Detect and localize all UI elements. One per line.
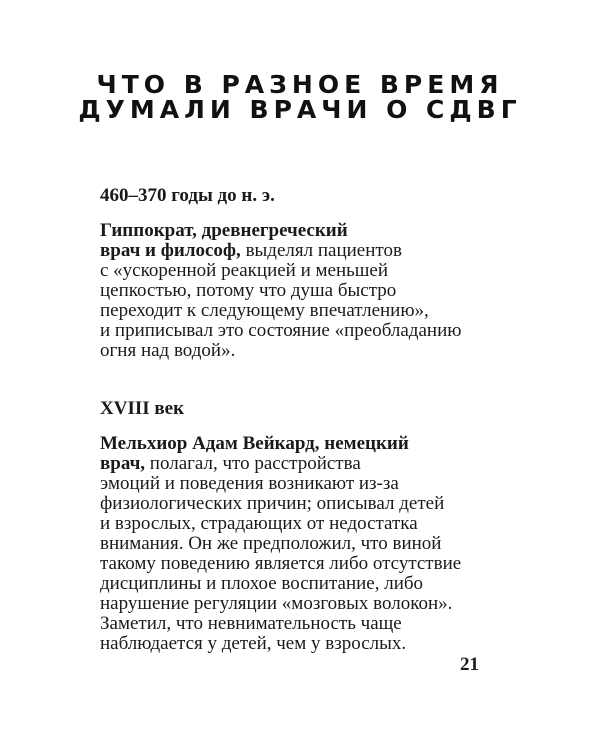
section-heading: 460–370 годы до н. э. bbox=[100, 185, 275, 206]
text-line: и приписывал это состояние «преобладанию bbox=[100, 320, 462, 341]
text-line: дисциплины и плохое воспитание, либо bbox=[100, 573, 424, 594]
bold-line: Гиппократ, древнегреческий bbox=[100, 220, 348, 241]
bold-lead: врач и философ, bbox=[100, 240, 241, 261]
text-line: наблюдается у детей, чем у взрослых. bbox=[100, 633, 407, 654]
text-line: цепкостью, потому что душа быстро bbox=[100, 280, 397, 301]
bold-lead: врач, bbox=[100, 453, 146, 474]
section-hippocrates bbox=[100, 186, 540, 361]
text-line: и взрослых, страдающих от недостатка bbox=[100, 513, 418, 534]
section-heading: XVIII век bbox=[100, 398, 185, 419]
text-line: внимания. Он же предположил, что виной bbox=[100, 533, 442, 554]
text-line: с «ускоренной реакцией и меньшей bbox=[100, 260, 389, 281]
text-line: эмоций и поведения возникают из-за bbox=[100, 473, 399, 494]
text-line: огня над водой». bbox=[100, 340, 236, 361]
title-line: ДУМАЛИ ВРАЧИ О СДВГ bbox=[78, 95, 522, 124]
text-line: нарушение регуляции «мозговых волокон». bbox=[100, 593, 453, 614]
text-span: полагал, что расстройства bbox=[145, 453, 361, 474]
text-line: переходит к следующему впечатлению», bbox=[100, 300, 429, 321]
text-line: Заметил, что невнимательность чаще bbox=[100, 613, 402, 634]
section-weikard bbox=[100, 399, 540, 654]
page-number: 21 bbox=[460, 654, 479, 675]
page-title bbox=[0, 72, 600, 122]
text-line bbox=[100, 454, 540, 474]
text-line: физиологических причин; описывал детей bbox=[100, 493, 445, 514]
text-span: выделял пациентов bbox=[240, 240, 402, 261]
text-line bbox=[100, 241, 540, 261]
text-line: такому поведению является либо отсутствие bbox=[100, 553, 462, 574]
title-line: ЧТО В РАЗНОЕ ВРЕМЯ bbox=[96, 70, 504, 99]
bold-line: Мельхиор Адам Вейкард, немецкий bbox=[100, 433, 409, 454]
